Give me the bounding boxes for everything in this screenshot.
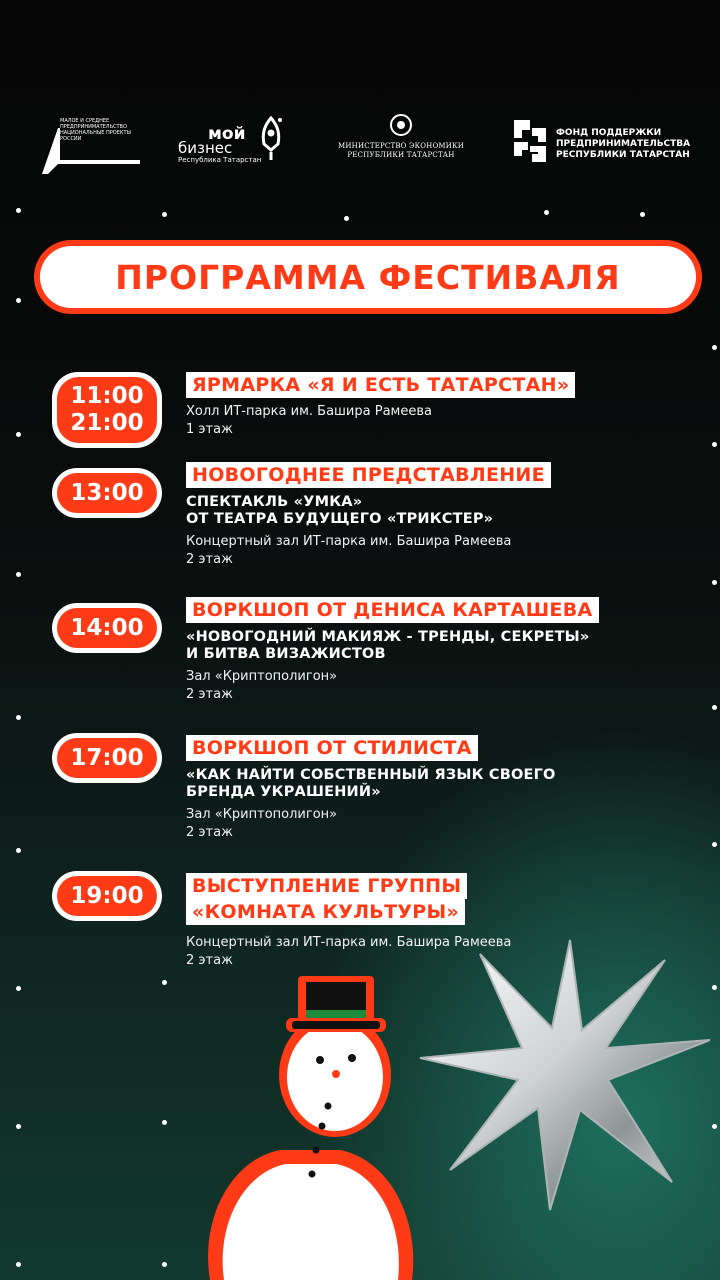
program-title-banner	[34, 240, 702, 314]
time-badge	[52, 603, 162, 653]
event-location: Зал «Криптополигон»	[186, 807, 338, 822]
event-location: Зал «Криптополигон»	[186, 669, 338, 684]
event-location: Холл ИТ-парка им. Башира Рамеева	[186, 404, 432, 419]
event-floor: 2 этаж	[186, 687, 233, 702]
event-time: 13:00	[57, 473, 157, 513]
time-badge	[52, 871, 162, 921]
event-subtitle: ОТ ТЕАТРА БУДУЩЕГО «ТРИКСТЕР»	[186, 511, 494, 527]
event-title: ВОРКШОП ОТ ДЕНИСА КАРТАШЕВА	[186, 597, 599, 623]
event-subtitle: БРЕНДА УКРАШЕНИЙ»	[186, 784, 381, 800]
time-end: 21:00	[70, 410, 144, 436]
star-ornament	[410, 920, 710, 1220]
ministry-economy-logo: МИНИСТЕРСТВО ЭКОНОМИКИ РЕСПУБЛИКИ ТАТАРСТАН	[336, 114, 466, 174]
fund-mark-icon	[510, 116, 550, 166]
my-business-logo: мой бизнес Республика Татарстан	[178, 116, 288, 176]
event-time: 17:00	[57, 738, 157, 778]
partner-logos	[40, 112, 691, 182]
time-start: 11:00	[70, 383, 144, 409]
event-floor: 2 этаж	[186, 552, 233, 567]
event-floor: 2 этаж	[186, 953, 233, 968]
event-time: 14:00	[57, 608, 157, 648]
time-badge	[52, 733, 162, 783]
time-badge	[52, 372, 162, 448]
event-subtitle: И БИТВА ВИЗАЖИСТОВ	[186, 646, 386, 662]
page-title: ПРОГРАММА ФЕСТИВАЛЯ	[115, 257, 621, 297]
event-time: 19:00	[57, 876, 157, 916]
event-location: Концертный зал ИТ-парка им. Башира Рамеева	[186, 534, 512, 549]
national-projects-logo: МАЛОЕ И СРЕДНЕЕ ПРЕДПРИНИМАТЕЛЬСТВО НАЦИОНАЛЬНЫЕ ПРОЕКТЫ РОССИИ	[40, 118, 150, 176]
event-floor: 2 этаж	[186, 825, 233, 840]
event-subtitle: «НОВОГОДНИЙ МАКИЯЖ - ТРЕНДЫ, СЕКРЕТЫ»	[186, 629, 590, 645]
support-fund-logo: ФОНД ПОДДЕРЖКИ ПРЕДПРИНИМАТЕЛЬСТВА РЕСПУБЛИКИ ТАТАРСТАН	[510, 116, 690, 176]
event-location: Концертный зал ИТ-парка им. Башира Рамеева	[186, 935, 512, 950]
event-subtitle: «КАК НАЙТИ СОБСТВЕННЫЙ ЯЗЫК СВОЕГО	[186, 767, 556, 783]
time-badge	[52, 468, 162, 518]
event-title: НОВОГОДНЕЕ ПРЕДСТАВЛЕНИЕ	[186, 462, 551, 488]
coat-of-arms-icon	[390, 114, 412, 136]
event-title: ВЫСТУПЛЕНИЕ ГРУППЫ	[186, 873, 467, 899]
event-title: ЯРМАРКА «Я И ЕСТЬ ТАТАРСТАН»	[186, 372, 575, 398]
event-title: ВОРКШОП ОТ СТИЛИСТА	[186, 735, 478, 761]
snowman-illustration	[190, 960, 430, 1280]
event-title: «КОМНАТА КУЛЬТУРЫ»	[186, 899, 465, 925]
event-subtitle: СПЕКТАКЛЬ «УМКА»	[186, 494, 363, 510]
rocket-icon	[258, 116, 284, 162]
event-floor: 1 этаж	[186, 422, 233, 437]
